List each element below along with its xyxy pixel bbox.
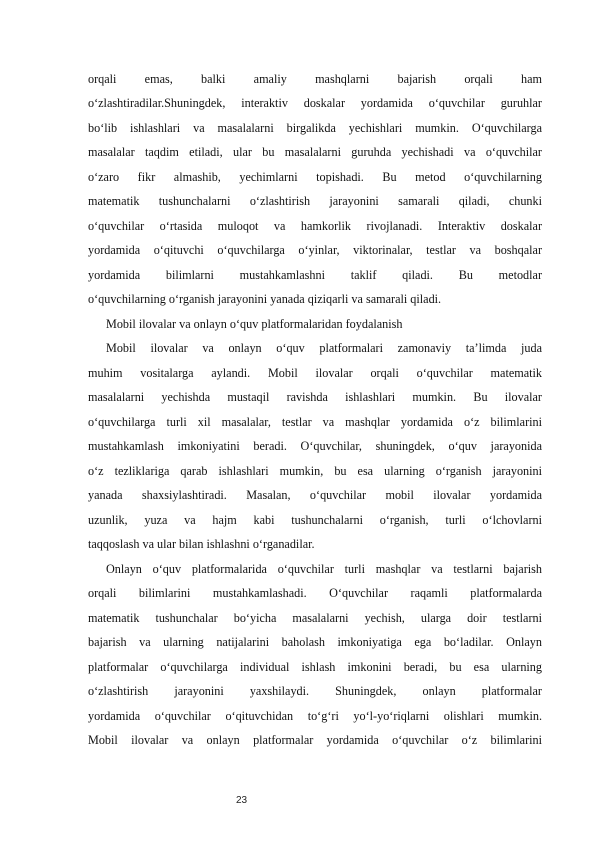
text-line: o‘zlashtiradilar.Shuningdek, interaktiv doskalar yordamida o‘quvchilar guruhlar bbox=[88, 96, 542, 110]
text-line: masalalar taqdim etiladi, ular bu masalalarni guruhda yechishadi va o‘quvchilar bbox=[88, 145, 542, 159]
text-line: uzunlik, yuza va hajm kabi tushunchalarni o‘rganish, turli o‘lchovlarni bbox=[88, 513, 542, 527]
text-line: o‘quvchilarga turli xil masalalar, testlar va mashqlar yordamida o‘z bilimlarini bbox=[88, 415, 542, 429]
text-line: Mobil ilovalar va onlayn o‘quv platformalari zamonaviy ta’limda juda bbox=[106, 341, 542, 355]
text-line: Onlayn o‘quv platformalarida o‘quvchilar turli mashqlar va testlarni bajarish bbox=[106, 562, 542, 576]
text-line: yanada shaxsiylashtiradi. Masalan, o‘quvchilar mobil ilovalar yordamida bbox=[88, 488, 542, 502]
text-line: yordamida o‘qituvchi o‘quvchilarga o‘yinlar, viktorinalar, testlar va boshqalar bbox=[88, 243, 542, 257]
page-number: 23 bbox=[236, 795, 248, 806]
text-line: taqqoslash va ular bilan ishlashni o‘rganadilar. bbox=[88, 537, 315, 551]
text-line: o‘quvchilar o‘rtasida muloqot va hamkorlik rivojlanadi. Interaktiv doskalar bbox=[88, 219, 542, 233]
text-line: yordamida o‘quvchilar o‘qituvchidan to‘g‘ri yo‘l-yo‘riqlarni olishlari mumkin. bbox=[88, 709, 542, 723]
text-line: bo‘lib ishlashlari va masalalarni birgalikda yechishlari mumkin. O‘quvchilarga bbox=[88, 121, 542, 135]
text-line: orqali bilimlarini mustahkamlashadi. O‘quvchilar raqamli platformalarda bbox=[88, 586, 542, 600]
section-heading: Mobil ilovalar va onlayn o‘quv platformalaridan foydalanish bbox=[106, 317, 403, 331]
text-line: yordamida bilimlarni mustahkamlashni taklif qiladi. Bu metodlar bbox=[88, 268, 542, 282]
text-line: o‘quvchilarning o‘rganish jarayonini yanada qiziqarli va samarali qiladi. bbox=[88, 292, 442, 306]
text-line: matematik tushunchalar bo‘yicha masalalarni yechish, ularga doir testlarni bbox=[88, 611, 542, 625]
text-line: platformalar o‘quvchilarga individual ishlash imkonini beradi, bu esa ularning bbox=[88, 660, 542, 674]
text-line: o‘zlashtirish jarayonini yaxshilaydi. Shuningdek, onlayn platformalar bbox=[88, 684, 542, 698]
text-line: o‘z tezliklariga qarab ishlashlari mumkin, bu esa ularning o‘rganish jarayonini bbox=[88, 464, 542, 478]
text-line: o‘zaro fikr almashib, yechimlarni topishadi. Bu metod o‘quvchilarning bbox=[88, 170, 542, 184]
text-line: matematik tushunchalarni o‘zlashtirish jarayonini samarali qiladi, chunki bbox=[88, 194, 542, 208]
text-line: orqali emas, balki amaliy mashqlarni bajarish orqali ham bbox=[88, 72, 542, 86]
text-line: bajarish va ularning natijalarini baholash imkoniyatiga ega bo‘ladilar. Onlayn bbox=[88, 635, 542, 649]
text-line: Mobil ilovalar va onlayn platformalar yordamida o‘quvchilar o‘z bilimlarini bbox=[88, 733, 542, 747]
text-line: muhim vositalarga aylandi. Mobil ilovalar orqali o‘quvchilar matematik bbox=[88, 366, 542, 380]
text-line: mustahkamlash imkoniyatini beradi. O‘quvchilar, shuningdek, o‘quv jarayonida bbox=[88, 439, 542, 453]
text-line: masalalarni yechishda mustaqil ravishda ishlashlari mumkin. Bu ilovalar bbox=[88, 390, 542, 404]
